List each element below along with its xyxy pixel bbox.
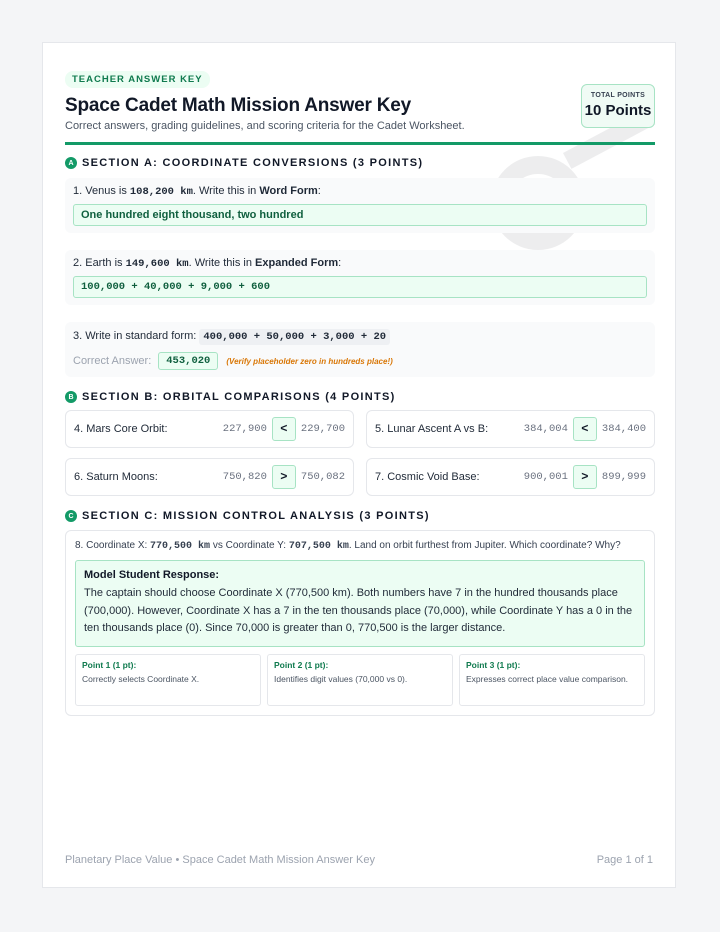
comparison-left-value: 750,820 <box>222 471 267 483</box>
comparison-left-value: 384,004 <box>523 423 568 435</box>
model-response-text: The captain should choose Coordinate X (770,500 km). Both numbers have 7 in the hundred thousands place (700,000). However, Coordinate X has a 7 in the ten thousands place (70,000), while Coordinate Y has a 0 in the ten thousands place (0). Since 70,000 is greater than 0, 770,500 is the larger distance. <box>84 587 633 634</box>
model-response-box <box>75 560 645 647</box>
question-1-text <box>73 185 647 198</box>
q1-pre: 1. Venus is <box>73 185 130 197</box>
total-points-box <box>581 84 655 128</box>
section-a-header <box>65 157 655 169</box>
question-2-text <box>73 257 647 270</box>
comparison-5 <box>366 410 655 448</box>
q2-value: 149,600 km <box>125 258 189 270</box>
comparison-6 <box>65 458 354 496</box>
q8-x-value: 770,500 km <box>150 541 211 552</box>
section-a-title: SECTION A: COORDINATE CONVERSIONS (3 POINTS) <box>82 157 424 169</box>
footer-left-text: Planetary Place Value • Space Cadet Math Mission Answer Key <box>65 854 375 866</box>
question-3-card <box>65 322 655 377</box>
q3-expression: 400,000 + 50,000 + 3,000 + 20 <box>199 329 390 345</box>
q1-value: 108,200 km <box>129 186 193 198</box>
q3-pre: 3. Write in standard form: <box>73 330 197 342</box>
q1-post: : <box>317 185 321 197</box>
footer-page-number: Page 1 of 1 <box>596 854 653 866</box>
question-2-card <box>65 250 655 305</box>
scoring-point-title: Point 1 (1 pt): <box>82 659 137 670</box>
scoring-point-desc: Correctly selects Coordinate X. <box>82 673 200 684</box>
comparison-label: 5. Lunar Ascent A vs B: <box>375 423 489 435</box>
q1-form: Word Form <box>259 185 318 197</box>
header-divider <box>65 142 655 145</box>
section-c-letter: C <box>65 510 77 522</box>
section-c-header <box>65 510 655 522</box>
answer-key-page <box>42 42 676 888</box>
question-2-answer: 100,000 + 40,000 + 9,000 + 600 <box>73 276 647 298</box>
question-8-text <box>75 540 645 552</box>
comparison-right-value: 899,999 <box>601 471 646 483</box>
page-title: Space Cadet Math Mission Answer Key <box>65 95 412 116</box>
q2-pre: 2. Earth is <box>73 257 126 269</box>
total-points-value: 10 Points <box>584 102 652 119</box>
q1-mid: . Write this in <box>192 185 260 197</box>
q8-y-value: 707,500 km <box>288 541 349 552</box>
comparison-sign: < <box>573 417 597 441</box>
section-b-title: SECTION B: ORBITAL COMPARISONS (4 POINTS) <box>82 391 396 403</box>
q3-note: (Verify placeholder zero in hundreds place!) <box>226 356 393 366</box>
comparison-left-value: 900,001 <box>523 471 568 483</box>
question-3-text <box>73 329 647 345</box>
question-1-answer: One hundred eight thousand, two hundred <box>73 204 647 226</box>
comparison-sign: < <box>272 417 296 441</box>
scoring-point-1 <box>75 654 261 706</box>
page-footer <box>65 854 653 866</box>
comparison-left-value: 227,900 <box>222 423 267 435</box>
scoring-point-desc: Identifies digit values (70,000 vs 0). <box>274 673 408 684</box>
q2-form: Expanded Form <box>255 257 339 269</box>
section-c-title: SECTION C: MISSION CONTROL ANALYSIS (3 POINTS) <box>82 510 430 522</box>
scoring-point-title: Point 2 (1 pt): <box>274 659 329 670</box>
scoring-point-desc: Expresses correct place value comparison. <box>466 673 629 684</box>
q8-mid: vs Coordinate Y: <box>210 540 289 551</box>
model-response-title: Model Student Response: <box>84 569 220 581</box>
q3-correct-label: Correct Answer: <box>73 355 152 367</box>
section-a-letter: A <box>65 157 77 169</box>
comparison-label: 4. Mars Core Orbit: <box>74 423 168 435</box>
comparison-label: 7. Cosmic Void Base: <box>375 471 480 483</box>
comparison-sign: > <box>573 465 597 489</box>
comparison-4 <box>65 410 354 448</box>
q2-mid: . Write this in <box>188 257 256 269</box>
section-b-header <box>65 391 655 403</box>
section-b-letter: B <box>65 391 77 403</box>
total-points-label: TOTAL POINTS <box>590 92 646 99</box>
scoring-point-2 <box>267 654 453 706</box>
question-1-card <box>65 178 655 233</box>
scoring-point-title: Point 3 (1 pt): <box>466 659 521 670</box>
comparison-right-value: 750,082 <box>300 471 345 483</box>
q8-post: . Land on orbit furthest from Jupiter. Which coordinate? Why? <box>348 540 621 551</box>
comparison-right-value: 229,700 <box>300 423 345 435</box>
q3-answer: 453,020 <box>158 352 218 370</box>
question-8-card <box>65 530 655 716</box>
comparison-label: 6. Saturn Moons: <box>74 471 158 483</box>
comparison-right-value: 384,400 <box>601 423 646 435</box>
page-subtitle: Correct answers, grading guidelines, and scoring criteria for the Cadet Worksheet. <box>65 120 465 132</box>
q2-post: : <box>338 257 342 269</box>
q8-pre: 8. Coordinate X: <box>75 540 151 551</box>
scoring-point-3 <box>459 654 645 706</box>
comparison-7 <box>366 458 655 496</box>
answer-key-badge: TEACHER ANSWER KEY <box>65 71 210 88</box>
comparison-sign: > <box>272 465 296 489</box>
